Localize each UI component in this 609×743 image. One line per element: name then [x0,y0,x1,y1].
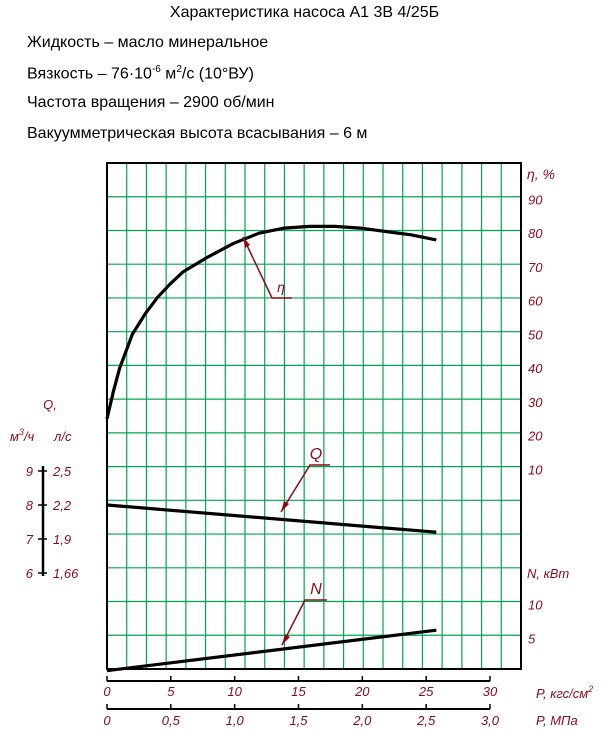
eta-tick-label: 90 [528,192,543,208]
kgf-tick-label: 10 [227,684,242,699]
kgf-tick-label: 0 [103,684,111,699]
mpa-tick-label: 1,5 [289,713,308,728]
viscosity-suffix: /с (10°ВУ) [181,65,254,83]
mpa-tick-label: 3,0 [480,713,500,728]
q-unit-m3h-exponent: 3 [18,427,24,437]
eta-curve [107,226,436,418]
n-curve [107,630,436,670]
q-leader-line [281,465,330,512]
eta-tick-label: 80 [528,226,543,242]
axis-labels [10,166,593,728]
q-curve [107,505,436,532]
q-ls-tick-label: 1,9 [53,532,72,547]
viscosity-exponent: -6 [151,64,161,75]
n-tick-label: 10 [528,597,543,613]
q-unit-m3h-rest: /ч [23,429,35,444]
q-ls-tick-label: 1,66 [53,566,79,581]
eta-tick-label: 30 [528,394,543,410]
q-unit-ls: л/с [54,429,72,444]
q-ls-tick-label: 2,2 [53,498,72,513]
mpa-tick-label: 0 [103,713,111,728]
mpa-tick-label: 2,5 [417,713,436,728]
eta-tick-label: 40 [528,361,543,377]
q-m3h-tick-label: 7 [25,532,33,547]
viscosity-unit: м [160,65,177,83]
n-annotation-label: N [310,581,322,598]
kgf-tick-label: 30 [482,684,498,699]
kgf-tick-label: 25 [418,684,434,699]
q-axis-title: Q, [43,397,57,412]
suction-info: Вакуумметрическая высота всасывания – 6 м [27,125,368,142]
fluid-info: Жидкость – масло минеральное [27,34,269,51]
curves [107,226,436,670]
eta-tick-label: 60 [528,293,543,309]
mpa-tick-label: 0,5 [161,713,180,728]
kgf-axis-title-exponent: 2 [588,684,594,694]
mpa-axis-title: P, МПа [536,713,578,728]
q-ls-tick-label: 2,5 [53,464,72,479]
viscosity-unit-exponent: 2 [176,64,182,75]
eta-tick-label: 70 [528,259,543,275]
kgf-tick-label: 15 [291,684,306,699]
eta-axis-title: η, % [527,166,555,182]
eta-annotation-label: η [277,279,285,295]
chart-title: Характеристика насоса А1 3В 4/25Б [169,4,440,21]
q-m3h-tick-label: 9 [25,464,33,479]
mpa-tick-label: 2,0 [353,713,372,728]
eta-tick-label: 10 [528,462,543,478]
kgf-axis-title: P, кгс/$см^2$ [536,684,594,701]
n-tick-label: 5 [528,631,536,647]
q-annotation-label: Q [309,446,323,463]
q-m3h-tick-label: 6 [25,566,33,581]
eta-tick-label: 20 [528,428,543,444]
kgf-tick-label: 20 [355,684,370,699]
n-axis-title: N, кВт [527,566,570,581]
eta-tick-label: 50 [528,327,543,343]
kgf-tick-label: 5 [167,684,175,699]
mpa-tick-label: 1,0 [225,713,244,728]
q-m3h-tick-label: 8 [25,498,33,513]
viscosity-prefix: Вязкость – 76·10 [27,65,152,83]
q-unit-m3h: $м^3/ч$ [10,427,35,444]
rotation-info: Частота вращения – 2900 об/мин [27,94,275,111]
